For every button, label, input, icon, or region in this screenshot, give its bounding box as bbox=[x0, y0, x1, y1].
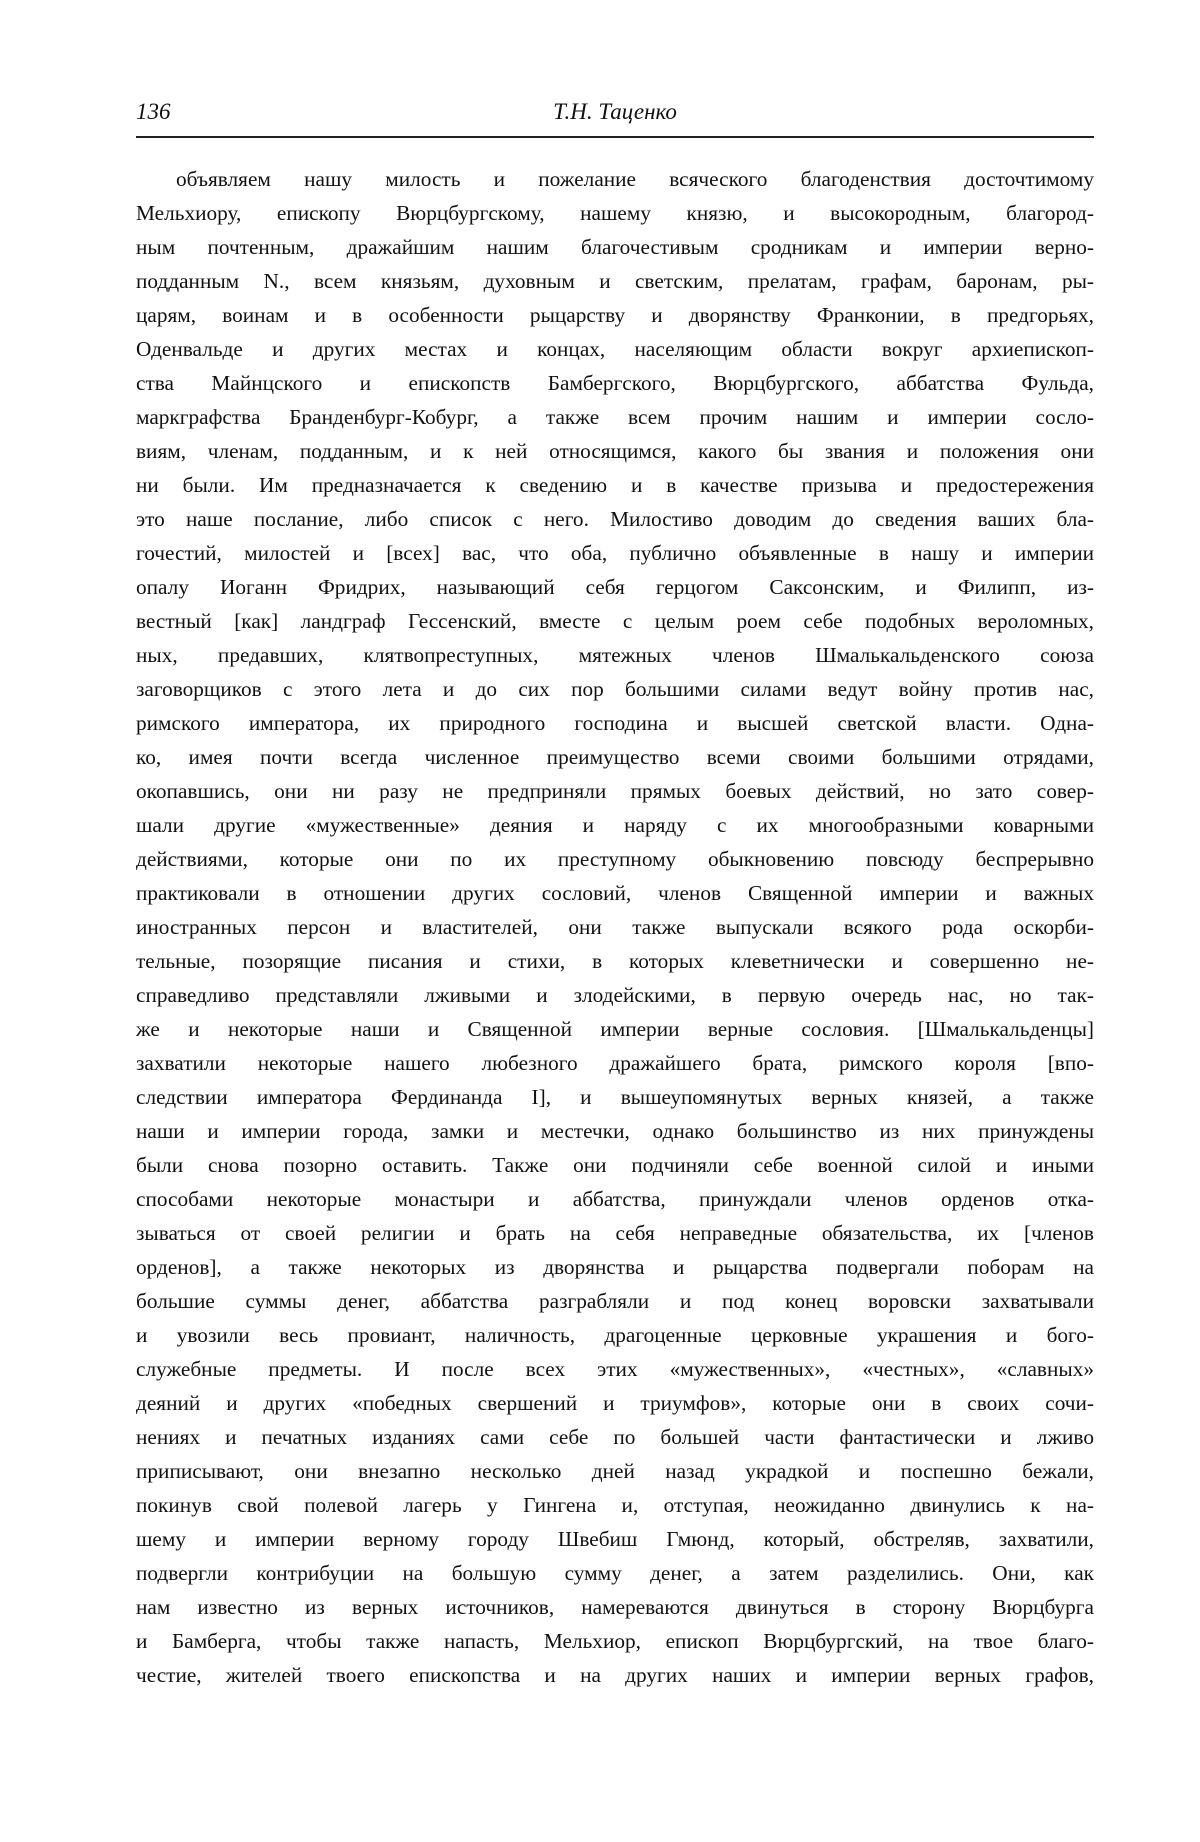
text-line: и увозили весь провиант, наличность, драгоценные церковные украшения и бого- bbox=[136, 1323, 1094, 1347]
text-line: практиковали в отношении других сословий, членов Священной империи и важных bbox=[136, 881, 1094, 905]
text-line: захватили некоторые нашего любезного дражайшего брата, римского короля [впо- bbox=[136, 1051, 1094, 1075]
page-number: 136 bbox=[136, 99, 171, 124]
text-line: наши и империи города, замки и местечки, однако большинство из них принуждены bbox=[136, 1119, 1094, 1143]
page-header bbox=[136, 95, 1094, 135]
text-line: римского императора, их природного господина и высшей светской власти. Одна- bbox=[136, 711, 1094, 735]
text-line: объявляем нашу милость и пожелание всяческого благоденствия досточтимому bbox=[176, 167, 1094, 191]
text-line: честие, жителей твоего епископства и на других наших и империи верных графов, bbox=[136, 1663, 1094, 1687]
text-line: были снова позорно оставить. Также они подчиняли себе военной силой и иными bbox=[136, 1153, 1094, 1177]
text-line: покинув свой полевой лагерь у Гингена и, отступая, неожиданно двинулись к на- bbox=[136, 1493, 1094, 1517]
text-line: нениях и печатных изданиях сами себе по большей части фантастически и лживо bbox=[136, 1425, 1094, 1449]
text-line: подвергли контрибуции на большую сумму денег, а затем разделились. Они, как bbox=[136, 1561, 1094, 1585]
text-line: ни были. Им предназначается к сведению и в качестве призыва и предостережения bbox=[136, 473, 1094, 497]
text-line: деяний и других «победных свершений и триумфов», которые они в своих сочи- bbox=[136, 1391, 1094, 1415]
text-line: ко, имея почти всегда численное преимущество всеми своими большими отрядами, bbox=[136, 745, 1094, 769]
text-line: следствии императора Фердинанда I], и вышеупомянутых верных князей, а также bbox=[136, 1085, 1094, 1109]
text-line: заговорщиков с этого лета и до сих пор большими силами ведут войну против нас, bbox=[136, 677, 1094, 701]
text-line: Мельхиору, епископу Вюрцбургскому, нашему князю, и высокородным, благород- bbox=[136, 201, 1094, 225]
text-line: окопавшись, они ни разу не предприняли прямых боевых действий, но зато совер- bbox=[136, 779, 1094, 803]
text-line: виям, членам, подданным, и к ней относящимся, какого бы звания и положения они bbox=[136, 439, 1094, 463]
body-text bbox=[136, 162, 1094, 1692]
text-line: шали другие «мужественные» деяния и наряду с их многообразными коварными bbox=[136, 813, 1094, 837]
text-line: вестный [как] ландграф Гессенский, вместе с целым роем себе подобных вероломных, bbox=[136, 609, 1094, 633]
text-line: действиями, которые они по их преступному обыкновению повсюду беспрерывно bbox=[136, 847, 1094, 871]
text-line: подданным N., всем князьям, духовным и светским, прелатам, графам, баронам, ры- bbox=[136, 269, 1094, 293]
text-line: ства Майнцского и епископств Бамбергского, Вюрцбургского, аббатства Фульда, bbox=[136, 371, 1094, 395]
text-line: орденов], а также некоторых из дворянства и рыцарства подвергали поборам на bbox=[136, 1255, 1094, 1279]
text-line: гочестий, милостей и [всех] вас, что оба, публично объявленные в нашу и империи bbox=[136, 541, 1094, 565]
text-line: шему и империи верному городу Швебиш Гмюнд, который, обстреляв, захватили, bbox=[136, 1527, 1094, 1551]
text-line: иностранных персон и властителей, они также выпускали всякого рода оскорби- bbox=[136, 915, 1094, 939]
text-line: большие суммы денег, аббатства разграбляли и под конец воровски захватывали bbox=[136, 1289, 1094, 1313]
header-rule bbox=[136, 136, 1094, 138]
text-line: зываться от своей религии и брать на себя неправедные обязательства, их [членов bbox=[136, 1221, 1094, 1245]
text-line: же и некоторые наши и Священной империи верные сословия. [Шмалькальденцы] bbox=[136, 1017, 1094, 1041]
text-line: тельные, позорящие писания и стихи, в которых клеветнически и совершенно не- bbox=[136, 949, 1094, 973]
text-line: нам известно из верных источников, намереваются двинуться в сторону Вюрцбурга bbox=[136, 1595, 1094, 1619]
text-line: царям, воинам и в особенности рыцарству и дворянству Франконии, в предгорьях, bbox=[136, 303, 1094, 327]
text-line: маркграфства Бранденбург-Кобург, а также всем прочим нашим и империи сосло- bbox=[136, 405, 1094, 429]
text-line: приписывают, они внезапно несколько дней назад украдкой и поспешно бежали, bbox=[136, 1459, 1094, 1483]
text-line: опалу Иоганн Фридрих, называющий себя герцогом Саксонским, и Филипп, из- bbox=[136, 575, 1094, 599]
text-line: служебные предметы. И после всех этих «мужественных», «честных», «славных» bbox=[136, 1357, 1094, 1381]
text-line: это наше послание, либо список с него. Милостиво доводим до сведения ваших бла- bbox=[136, 507, 1094, 531]
text-line: справедливо представляли лживыми и злодейскими, в первую очередь нас, но так- bbox=[136, 983, 1094, 1007]
text-line: способами некоторые монастыри и аббатства, принуждали членов орденов отка- bbox=[136, 1187, 1094, 1211]
text-line: и Бамберга, чтобы также напасть, Мельхиор, епископ Вюрцбургский, на твое благо- bbox=[136, 1629, 1094, 1653]
text-line: ным почтенным, дражайшим нашим благочестивым сродникам и империи верно- bbox=[136, 235, 1094, 259]
text-line: Оденвальде и других местах и концах, населяющим области вокруг архиепископ- bbox=[136, 337, 1094, 361]
running-title: Т.Н. Таценко bbox=[553, 99, 677, 124]
text-line: ных, предавших, клятвопреступных, мятежных членов Шмалькальденского союза bbox=[136, 643, 1094, 667]
